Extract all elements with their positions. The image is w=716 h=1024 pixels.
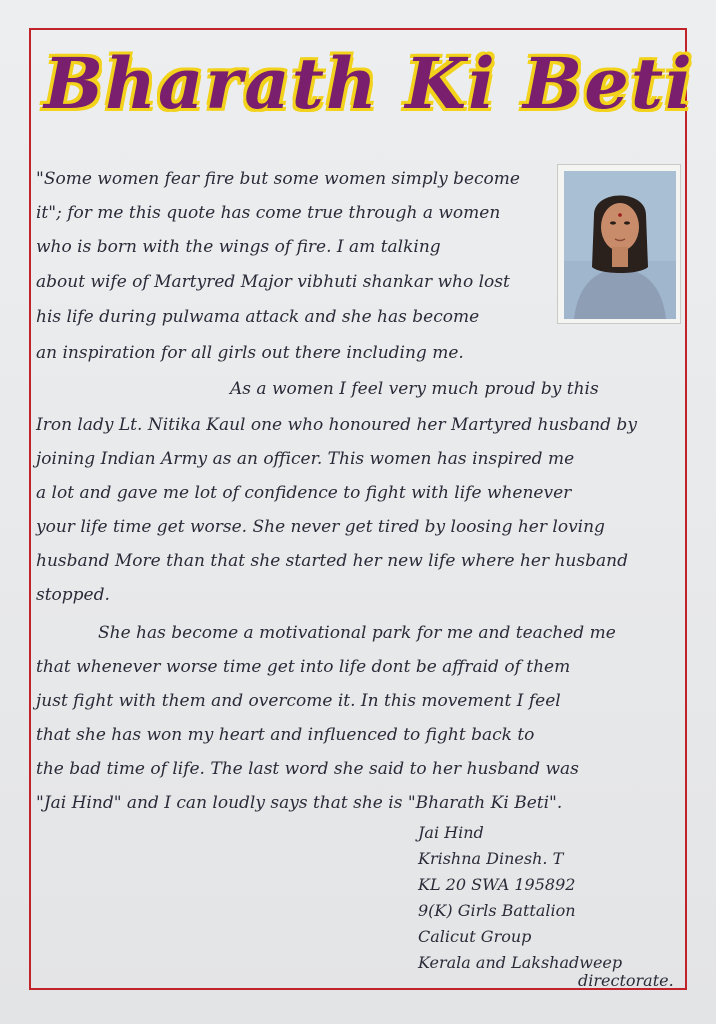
signature-line: Calicut Group [418, 927, 532, 946]
signature-line: 9(K) Girls Battalion [418, 901, 576, 920]
text-line: Iron lady Lt. Nitika Kaul one who honoured her Martyred husband by [36, 415, 637, 435]
text-line: his life during pulwama attack and she has become [36, 307, 480, 327]
text-line: As a women I feel very much proud by this [230, 379, 599, 399]
portrait-image [564, 171, 676, 319]
text-line: it"; for me this quote has come true through a women [36, 203, 501, 223]
signature-line: directorate. [578, 971, 674, 990]
text-line: She has become a motivational park for me and teached me [98, 623, 616, 643]
text-line: the bad time of life. The last word she said to her husband was [36, 759, 579, 779]
text-line: husband More than that she started her new life where her husband [36, 551, 628, 571]
text-line: joining Indian Army as an officer. This women has inspired me [36, 449, 575, 469]
signature-line: Kerala and Lakshadweep [418, 953, 623, 972]
text-line: "Jai Hind" and I can loudly says that she is "Bharath Ki Beti". [36, 793, 563, 813]
text-line: that she has won my heart and influenced to fight back to [36, 725, 535, 745]
text-line: just fight with them and overcome it. In this movement I feel [36, 691, 561, 711]
text-line: "Some women fear fire but some women simply become [36, 169, 520, 189]
text-line: your life time get worse. She never get tired by loosing her loving [36, 517, 605, 537]
page-title: Bharath Ki Beti [44, 42, 694, 125]
signature-line: Jai Hind [418, 823, 484, 842]
text-line: about wife of Martyred Major vibhuti shankar who lost [36, 272, 510, 292]
text-line: an inspiration for all girls out there including me. [36, 343, 464, 363]
portrait-photo [557, 164, 681, 324]
text-line: stopped. [36, 585, 110, 605]
signature-line: Krishna Dinesh. T [418, 849, 564, 868]
text-line: who is born with the wings of fire. I am talking [36, 237, 441, 257]
text-line: a lot and gave me lot of confidence to fight with life whenever [36, 483, 572, 503]
text-line: that whenever worse time get into life dont be affraid of them [36, 657, 571, 677]
signature-line: KL 20 SWA 195892 [418, 875, 576, 894]
